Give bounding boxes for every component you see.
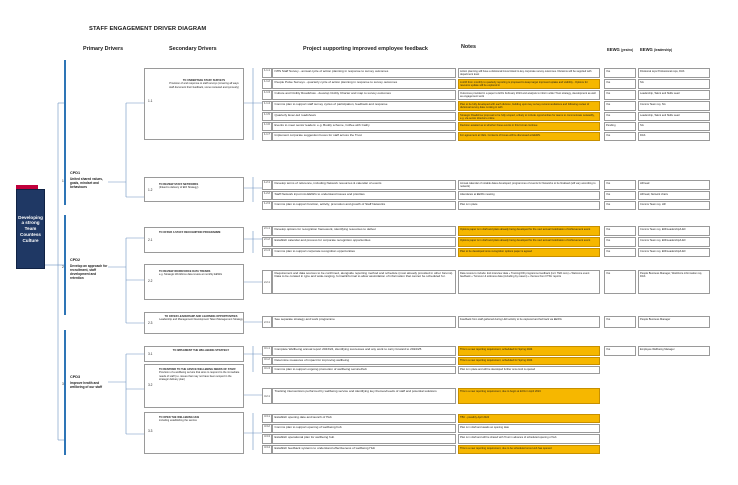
- secondary-driver-text: Provision of a wellbeing service that aims to respond to the immediate needs of staff (i.e. issues that may not have been scoped in the strategic delivery plan): [159, 371, 240, 382]
- primary-driver-1: [64, 60, 108, 205]
- eewg-lead: Comms Team rep, EDI/Leadership/L&D: [638, 248, 710, 257]
- project-text: Comms plan to support corporate recognition opportunities: [272, 248, 456, 257]
- secondary-driver-num: 2.2: [148, 279, 153, 283]
- primary-driver-text: Improve health and wellbeing of our staff: [70, 381, 103, 389]
- project-number: 3.3.4: [262, 445, 272, 454]
- primary-driver-text: Develop an approach for recruitment, staff development and retention: [70, 264, 108, 280]
- eewg-yes-no: Yes: [604, 316, 636, 328]
- project-text: Establish calendar and process for corporate recognition opportunities: [272, 237, 456, 247]
- project-number: 3.1.1: [262, 346, 272, 356]
- note: Plan is in place: [458, 201, 600, 210]
- eewg-yes-no: Yes: [604, 112, 636, 121]
- note: Annual calendar of notable dates developed; programmes of events for Networks to be finalised (will vary according to network): [458, 180, 600, 190]
- eewg-yes-no: Yes: [604, 270, 636, 294]
- header-eewg-yes-no: [607, 47, 633, 52]
- note: This is a new reporting requirement, due to be scheduled once Hub has opened: [458, 445, 600, 454]
- secondary-driver-num: 1.1: [148, 99, 153, 103]
- eewg-lead: Comms Team rep, HR: [638, 201, 710, 210]
- note: TBC - possibly April 2024: [458, 414, 600, 423]
- header-eewg-1-sub: (yes/no): [620, 48, 634, 52]
- eewg-yes-no: Yes: [604, 68, 636, 78]
- header-notes: Notes: [461, 44, 476, 50]
- eewg-lead: People Business Manager, Workforce information rep, DAS: [638, 270, 710, 294]
- project-number: 3.3.3: [262, 434, 272, 444]
- eewg-yes-no: Yes: [604, 79, 636, 89]
- project-text: Quarterly Exec-led roadshows: [272, 112, 456, 121]
- eewg-lead: Comms Team rep, SG: [638, 101, 710, 111]
- note: Attendance at EEWG meeting: [458, 191, 600, 200]
- header-secondary-drivers: Secondary Drivers: [169, 46, 217, 52]
- project-number: 3.1.2: [262, 357, 272, 365]
- secondary-driver-text: Provision of and response to staff surveys (covering all ways staff document their feedback, some reviewed anonymously): [169, 82, 239, 89]
- eewg-lead: Employee Wellbeing Manager: [638, 346, 710, 356]
- project-number: 2.2.1: [262, 270, 272, 294]
- primary-driver-num: 3: [62, 382, 64, 386]
- project-text: Develop options for recognition framework, identifying resources to deliver: [272, 226, 456, 236]
- secondary-driver-content: [159, 416, 243, 423]
- note: Feedback from staff gathered during L&D activity to be captured and fed back via EEWG: [458, 316, 600, 328]
- project-text: Develop terms of reference, including Network resources & calendar of events: [272, 180, 456, 190]
- project-number: 2.1.3: [262, 248, 272, 257]
- note: Decision awaited as to whether these events in this format continue: [458, 122, 600, 131]
- project-text: Events to meet senior leaders: e.g. Buddy scheme, Coffee with Cathy: [272, 122, 456, 131]
- eewg-lead: Leadership, Talent and Skills Lead: [638, 112, 710, 121]
- secondary-driver-title: TO REVIEW STAFF NETWORKS: [159, 183, 199, 186]
- secondary-driver-content: [159, 270, 243, 277]
- project-text: Establish feedback systems to understand effectiveness of wellbeing Hub: [272, 445, 456, 454]
- eewg-lead: DAS: [638, 132, 710, 141]
- secondary-driver-text: e.g. Strategic Workforce data review at monthly EEWG: [159, 273, 223, 277]
- eewg-lead: People Business Manager: [638, 316, 710, 328]
- project-number: 3.3.1: [262, 414, 272, 423]
- project-text: Comms plan to support function, activity, promotion and growth of Staff Networks: [272, 201, 456, 210]
- note: Outcomes provided in a paper to EOG February 2024 and analysis to inform wider Trust strategy, development as well as engagement work: [458, 90, 600, 100]
- secondary-driver-text: including establishing the service: [159, 419, 197, 423]
- secondary-driver-3-1: [144, 346, 244, 362]
- eewg-yes-no: Yes: [604, 132, 636, 141]
- header-projects: Project supporting improved employee feedback: [303, 46, 428, 52]
- secondary-driver-title: TO OFFER LEADERSHIP AND LEARNING OPPORTUNITIES: [164, 315, 238, 318]
- eewg-lead: SG: [638, 79, 710, 89]
- secondary-driver-title: TO UNDERTAKE STAFF SURVEYS: [182, 79, 226, 82]
- primary-driver-code: CPD3: [70, 375, 81, 379]
- secondary-driver-text: Leadership and Management Development Talent Management Strategy: [159, 318, 243, 322]
- note: Options paper is in draft and plans already being developed for the next annual Celebration of Achievement event: [458, 237, 600, 247]
- secondary-driver-num: 2.1: [148, 238, 153, 242]
- note: Data review to include: Exit interview data + Training/OD programme feedback (incl. TED recs) + Welcome event feedback + Turnover & sickness data (including by reason) + themes from FTSU reports: [458, 270, 600, 294]
- primary-driver-code: CPD2: [70, 258, 81, 262]
- note: Options paper is in draft and plans already being developed for the next annual Celebration of Achievement event: [458, 226, 600, 236]
- secondary-driver-text: (linked to delivery of EDI Strategy): [159, 186, 199, 190]
- project-number: 1.1.2: [262, 79, 272, 89]
- secondary-driver-2-2: [144, 264, 244, 300]
- project-number: 1.1.4: [262, 101, 272, 111]
- eewg-lead: Leadership, Talent and Skills Lead: [638, 90, 710, 100]
- project-text: Complete Wellbeing annual report 2023/24, identifying successes and any work to carry forward to 2024/25: [272, 346, 456, 356]
- secondary-driver-1-2: [144, 177, 244, 202]
- project-number: 2.1.2: [262, 237, 272, 247]
- project-number: 2.1.1: [262, 226, 272, 236]
- secondary-driver-2-3: [144, 312, 244, 334]
- primary-driver-3: [64, 330, 108, 455]
- project-text: Comms plan to support ongoing promotion of wellbeing service/hub: [272, 366, 456, 374]
- project-number: 1.2.2: [262, 191, 272, 200]
- header-primary-drivers: Primary Drivers: [83, 46, 124, 52]
- secondary-driver-title: TO OFFER A STAFF RECOGNITION PROGRAMME: [159, 231, 221, 234]
- project-number: 1.1.7: [262, 132, 272, 141]
- project-number: 1.2.1: [262, 180, 272, 190]
- secondary-driver-content: [159, 349, 243, 352]
- project-text: Implement corporate suggestion boxes for staff across the Trust: [272, 132, 456, 141]
- project-number: 1.1.3: [262, 90, 272, 100]
- eewg-lead: Comms Team rep, EDI/Leadership/L&D: [638, 237, 710, 247]
- eewg-yes-no: Yes: [604, 90, 636, 100]
- note: This is a new reporting requirement, due to begin at EOG in April 2024: [458, 388, 600, 404]
- secondary-driver-title: TO IMPLEMENT THE WELLBEING STRATEGY: [172, 349, 230, 352]
- eewg-yes-no: Yes: [604, 248, 636, 257]
- note: This is a new reporting requirement, scheduled for Spring 2024: [458, 346, 600, 356]
- note: Plan is in place and will be developed further once Hub is opened: [458, 366, 600, 374]
- header-eewg-1: EEWG: [607, 47, 620, 52]
- secondary-driver-content: [159, 183, 241, 190]
- secondary-driver-num: 2.3: [148, 321, 153, 325]
- project-number: 3.1.3: [262, 366, 272, 374]
- eewg-lead: HR lead, Network chairs: [638, 191, 710, 200]
- primary-driver-text: United shared values, goals, mindset and behaviours: [70, 177, 103, 189]
- eewg-yes-no: Yes: [604, 226, 636, 236]
- note: Action planning will have a divisional focus linked to key corporate survey outcomes. Divisions will be supplied with department level: [458, 68, 600, 78]
- project-number: 3.3.2: [262, 424, 272, 433]
- eewg-lead: Comms Team rep, EDI/Leadership/L&D: [638, 226, 710, 236]
- project-number: 1.1.6: [262, 122, 272, 131]
- eewg-lead: Divisional reps Professional reps, DAS: [638, 68, 710, 78]
- secondary-driver-content: [159, 231, 243, 234]
- primary-driver-num: 1: [62, 179, 64, 183]
- secondary-driver-num: 3.3: [148, 429, 153, 433]
- project-text: Tracking interventions performed by wellbeing service and identifying key themes/needs of staff and potential solutions: [272, 388, 456, 404]
- secondary-driver-content: [169, 79, 239, 89]
- project-text: See separate strategy and work programme: [272, 316, 456, 328]
- header-eewg-2: EEWG: [640, 47, 653, 52]
- primary-driver-code: CPD1: [70, 171, 81, 175]
- project-text: Determine measures of impact for improving wellbeing: [272, 357, 456, 365]
- secondary-driver-num: 1.2: [148, 188, 153, 192]
- note: Plan to be fully developed with each division, building upon key survey recommendations and following review of divisional survey data. Linking in with: [458, 101, 600, 111]
- project-text: Comms plan to support staff survey cycles of participation, feedback and response: [272, 101, 456, 111]
- project-number: 2.3.1: [262, 316, 272, 328]
- project-text: Culture and Civility Roadshow - develop Civility Charter and map to survey outcomes: [272, 90, 456, 100]
- diagram-title: STAFF ENGAGEMENT DRIVER DIAGRAM: [89, 26, 207, 32]
- eewg-yes-no: Yes: [604, 346, 636, 356]
- root-driver-box: Developing a strong Team Countess Culture: [16, 189, 45, 269]
- project-text: Establish opening date and launch of Hub: [272, 414, 456, 423]
- project-number: 1.2.3: [262, 201, 272, 210]
- eewg-yes-no: Yes: [604, 180, 636, 190]
- eewg-lead: HR lead: [638, 180, 710, 190]
- secondary-driver-num: 3.1: [148, 352, 153, 356]
- secondary-driver-content: [159, 315, 243, 322]
- project-text: Requirement and data sources to be confirmed, alongside reporting method and schedule (most already provided in other forums). Data to be curated in type and wide-ranging, format/informal to allow assimilation of information that cannot be scheduled for.: [272, 270, 456, 294]
- note: For agreement at CEG. Contents of boxes will be discussed at EEWG: [458, 132, 600, 141]
- eewg-yes-no: Yes: [604, 101, 636, 111]
- project-text: Staff Network input into EEWG to understand issues and priorities: [272, 191, 456, 200]
- secondary-driver-title: TO REVIEW WORKFORCE DATA TRENDS: [159, 270, 211, 273]
- eewg-yes-no: Yes: [604, 237, 636, 247]
- secondary-driver-3-3: [144, 412, 244, 454]
- note: Plan is in draft and awaits an opening date: [458, 424, 600, 433]
- primary-driver-num: 2: [62, 265, 64, 269]
- project-text: Comms plan to support opening of wellbeing hub: [272, 424, 456, 433]
- secondary-driver-title: TO RESPOND TO THE ADVICE WELLBEING NEEDS OF STAFF: [159, 368, 236, 371]
- note: A shift from monthly to quarterly reporting is proposed to keep target improved uptake and visibility - Options for resource update will be explored in: [458, 79, 600, 89]
- secondary-driver-content: [159, 368, 241, 381]
- eewg-yes-no: Yes: [604, 201, 636, 210]
- project-number: 1.1.1: [262, 68, 272, 78]
- note: This is a new reporting requirement, scheduled for Spring 2024: [458, 357, 600, 365]
- eewg-lead: SG: [638, 122, 710, 131]
- secondary-driver-title: TO OPEN THE WELLBEING HUB: [159, 416, 200, 419]
- project-text: Establish operational plan for wellbeing hub: [272, 434, 456, 444]
- eewg-yes-no: Yes: [604, 191, 636, 200]
- project-text: NHS Staff Survey - annual cycle of action planning in response to survey outcomes: [272, 68, 456, 78]
- header-eewg-lead: [640, 47, 672, 52]
- eewg-yes-no: Pending: [604, 122, 636, 131]
- primary-driver-2: [64, 215, 108, 315]
- header-eewg-2-sub: (leadership): [653, 48, 673, 52]
- secondary-driver-2-1: [144, 227, 244, 253]
- secondary-driver-3-2: [144, 364, 244, 408]
- note: Strategic Roadshow proposal to be fully scoped, a likely to include opportunities for teams to communicate outwardly, e.g. via senior directors online: [458, 112, 600, 121]
- project-text: People Pulse Surveys - quarterly cycle of action planning in response to survey outcomes: [272, 79, 456, 89]
- note: Plan to be developed once recognition options paper is agreed: [458, 248, 600, 257]
- note: Plan is in draft and will be shared with Trust in advance of scheduled opening of hub: [458, 434, 600, 444]
- secondary-driver-num: 3.2: [148, 383, 153, 387]
- project-number: 1.1.5: [262, 112, 272, 121]
- project-number: 3.2.1: [262, 388, 272, 404]
- secondary-driver-1-1: [144, 68, 244, 140]
